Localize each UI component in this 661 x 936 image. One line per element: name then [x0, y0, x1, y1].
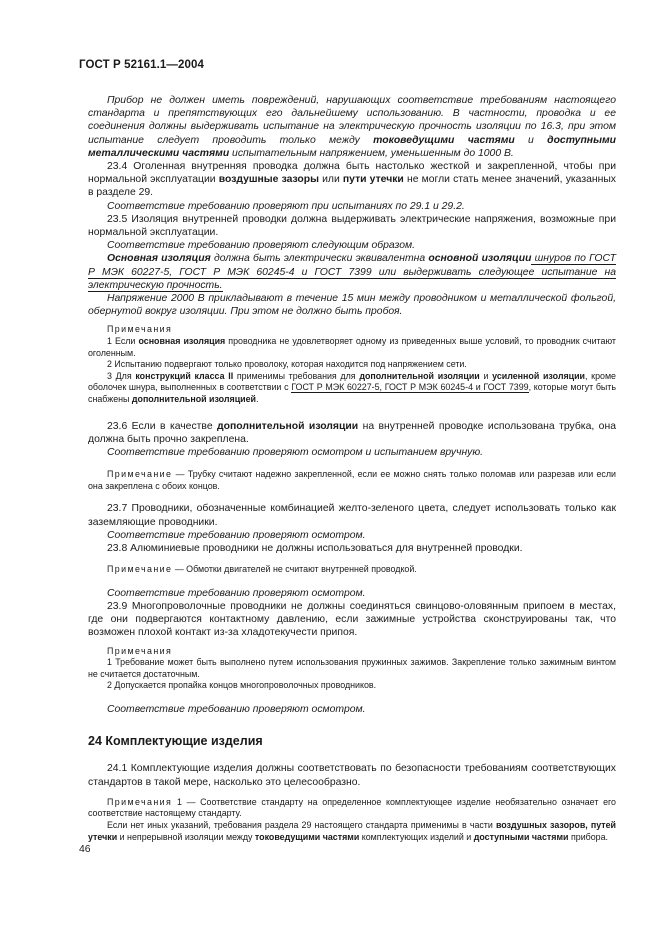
voltage-test-paragraph: Напряжение 2000 В прикладывают в течение 15 мин между проводником и металлической фольгой, обернутой вокруг изоляции. При этом не должно быть пробоя.	[88, 293, 616, 318]
note-item: 3 Для конструкций класса II применимы требования для дополнительной изоляции и усиленной изоляции, кроме оболочек шнура, выполненных в соответствии с ГОСТ Р МЭК 60227-5, ГОСТ Р МЭК 60245-4 и ГОСТ 7399, которые могут быть снабжены дополнительной изоляцией.	[88, 370, 616, 405]
compliance-check: Соответствие требованию проверяют осмотром.	[107, 587, 366, 599]
compliance-check: Соответствие требованию проверяют следующим образом.	[107, 240, 415, 252]
note-single: Примечание — Обмотки двигателей не считают внутренней проводкой.	[107, 564, 417, 575]
note-single: Примечание — Трубку считают надежно закрепленной, если ее можно снять только поломав или разрезав или если она закреплена с обоих концов.	[88, 469, 616, 491]
clause-23-6: 23.6 Если в качестве дополнительной изоляции на внутренней проводке использована трубка, она должна быть прочно закреплена.	[88, 420, 616, 445]
compliance-check: Соответствие требованию проверяют осмотром.	[107, 704, 366, 715]
section-heading-24: 24 Комплектующие изделия	[88, 734, 263, 749]
compliance-check: Соответствие требованию проверяют при испытаниях по 29.1 и 29.2.	[107, 200, 465, 212]
note-item: Если нет иных указаний, требования раздела 29 настоящего стандарта применимы в части воздушных зазоров, путей утечки и непрерывной изоляции между токоведущими частями комплектующих изделий и доступными частями прибора.	[88, 820, 616, 842]
note-item: 2 Допускается пропайка концов многопроволочных проводников.	[107, 680, 377, 691]
standard-header: ГОСТ Р 52161.1—2004	[79, 59, 204, 71]
insulation-paragraph: Основная изоляция должна быть электрически эквивалентна основной изоляции шнуров по ГОСТ Р МЭК 60227-5, ГОСТ Р МЭК 60245-4 и ГОСТ 7399 или выдерживать следующее испытание на электрическую прочность.	[88, 253, 616, 291]
paragraph-23-3-cont: Прибор не должен иметь повреждений, нарушающих соответствие требованиям настоящего стандарта и препятствующих его дальнейшему использованию. В частности, проводка и ее соединения должны выдерживать испытание на электрическую прочность изоляции по 16.3, при этом испытание следует проводить только между токоведущими частями и доступными металлическими частями испытательным напряжением, уменьшенным до 1000 В.	[88, 95, 616, 159]
note-item: 2 Испытанию подвергают только проволоку, которая находится под напряжением сети.	[107, 359, 467, 370]
clause-23-9: 23.9 Многопроволочные проводники не должны соединяться свинцово-оловянным припоем в местах, где они подвергаются контактному давлению, если зажимные устройства сконструированы так, что возможен плохой контакт из-за хладотекучести припоя.	[88, 601, 616, 639]
note-item: 1 Требование может быть выполнено путем использования пружинных зажимов. Закрепление только зажимным винтом не считается достаточным.	[88, 657, 616, 679]
compliance-check: Соответствие требованию проверяют осмотром.	[107, 529, 366, 541]
page-number: 46	[79, 844, 91, 855]
page-body	[88, 94, 616, 843]
note-item: 1 Если основная изоляция проводника не удовлетворяет одному из приведенных выше условий, то проводник считают оголенным.	[88, 336, 616, 358]
notes-title: Примечания	[107, 324, 173, 335]
clause-24-1: 24.1 Комплектующие изделия должны соответствовать по безопасности требованиям соответствующих стандартов в такой мере, насколько это целесообразно.	[88, 763, 616, 788]
compliance-check: Соответствие требованию проверяют осмотром и испытанием вручную.	[107, 447, 484, 459]
clause-23-7: 23.7 Проводники, обозначенные комбинацией желто-зеленого цвета, следует использовать только как заземляющие проводники.	[88, 503, 616, 528]
notes-title: Примечания	[107, 645, 173, 656]
clause-23-8: 23.8 Алюминиевые проводники не должны использоваться для внутренней проводки.	[107, 543, 523, 555]
clause-23-4: 23.4 Оголенная внутренняя проводка должна быть настолько жесткой и закрепленной, чтобы при нормальной эксплуатации воздушные зазоры или пути утечки не могли стать менее значений, указанных в разделе 29.	[88, 161, 617, 199]
clause-23-5: 23.5 Изоляция внутренней проводки должна выдерживать электрические напряжения, возможные при нормальной эксплуатации.	[88, 213, 616, 239]
note-item: Примечания 1 — Соответствие стандарту на определенное комплектующее изделие необязательно означает его соответствие настоящему стандарту.	[88, 796, 616, 819]
